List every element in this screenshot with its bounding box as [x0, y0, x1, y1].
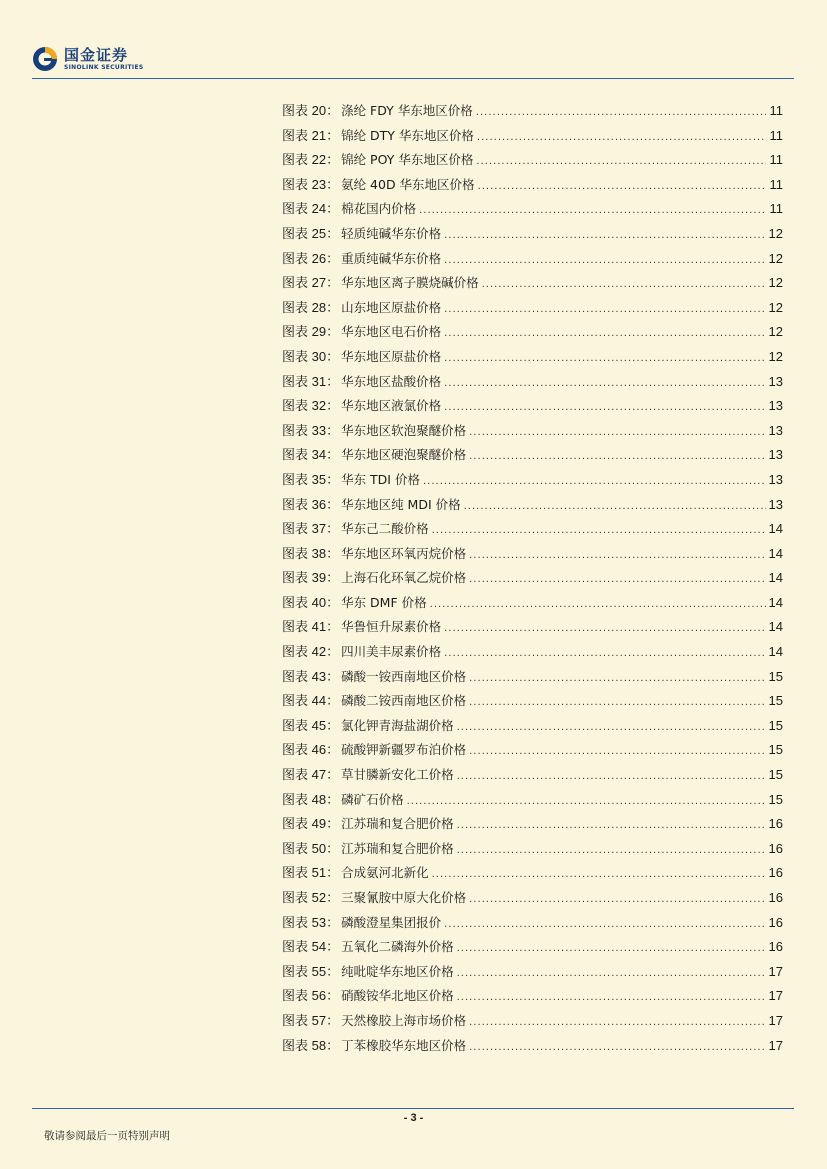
table-of-figures	[282, 99, 783, 1058]
toc-entry[interactable]	[282, 173, 783, 198]
toc-entry-page: 12	[768, 299, 783, 315]
toc-entry[interactable]	[282, 738, 783, 763]
toc-entry[interactable]	[282, 394, 783, 419]
toc-entry-label: 图表 43：	[282, 668, 340, 684]
toc-leader-dots	[476, 101, 766, 126]
toc-entry-page: 16	[768, 840, 783, 856]
toc-entry[interactable]	[282, 468, 783, 493]
toc-leader-dots	[444, 298, 765, 323]
toc-leader-dots	[457, 765, 766, 790]
toc-leader-dots	[477, 126, 766, 151]
toc-entry-title: 华东地区环氧丙烷价格	[341, 545, 467, 561]
toc-entry[interactable]	[282, 935, 783, 960]
toc-leader-dots	[444, 224, 765, 249]
toc-leader-dots	[430, 593, 766, 618]
toc-entry-page: 11	[769, 127, 783, 143]
toc-entry[interactable]	[282, 615, 783, 640]
toc-entry-title: 上海石化环氧乙烷价格	[341, 570, 467, 586]
sinolink-logo-icon	[32, 46, 58, 72]
toc-entry-page: 13	[768, 373, 783, 389]
toc-entry-title: 天然橡胶上海市场价格	[341, 1012, 467, 1028]
toc-entry[interactable]	[282, 247, 783, 272]
toc-entry[interactable]	[282, 443, 783, 468]
toc-entry-page: 15	[768, 767, 783, 783]
toc-entry-label: 图表 20：	[282, 103, 340, 118]
toc-entry[interactable]	[282, 763, 783, 788]
toc-entry-title: 硝酸铵华北地区价格	[341, 988, 454, 1004]
toc-entry-label: 图表 25：	[282, 225, 340, 241]
toc-entry-page: 13	[768, 422, 783, 438]
toc-leader-dots	[469, 1036, 765, 1061]
toc-entry-page: 16	[768, 939, 783, 955]
toc-entry-page: 12	[768, 225, 783, 241]
toc-leader-dots	[469, 691, 765, 716]
toc-entry-page: 17	[768, 988, 783, 1004]
footer-disclaimer: 敬请参阅最后一页特别声明	[44, 1130, 170, 1142]
toc-entry-label: 图表 29：	[282, 324, 340, 340]
company-logo	[32, 46, 143, 72]
toc-entry-label: 图表 31：	[282, 373, 340, 389]
toc-entry-page: 15	[768, 791, 783, 807]
toc-entry[interactable]	[282, 517, 783, 542]
toc-entry[interactable]	[282, 345, 783, 370]
toc-entry[interactable]	[282, 911, 783, 936]
toc-entry-title: 氯化钾青海盐湖价格	[341, 717, 454, 733]
toc-leader-dots	[444, 913, 765, 938]
toc-leader-dots	[444, 372, 765, 397]
toc-leader-dots	[482, 273, 766, 298]
toc-entry-title: 江苏瑞和复合肥价格	[341, 840, 454, 856]
toc-entry-page: 15	[768, 717, 783, 733]
toc-entry-page: 11	[769, 176, 783, 192]
toc-entry-page: 15	[768, 668, 783, 684]
toc-entry-label: 图表 47：	[282, 767, 340, 783]
toc-entry-page: 14	[768, 619, 783, 635]
logo-chinese-name: 国金证券	[64, 45, 129, 64]
toc-entry-label: 图表 30：	[282, 348, 340, 364]
toc-entry[interactable]	[282, 861, 783, 886]
toc-entry-page: 15	[768, 742, 783, 758]
toc-entry[interactable]	[282, 812, 783, 837]
toc-entry-label: 图表 39：	[282, 570, 340, 586]
toc-entry-title: 华东地区离子膜烧碱价格	[341, 275, 479, 291]
toc-entry-title: 江苏瑞和复合肥价格	[341, 816, 454, 832]
toc-leader-dots	[457, 962, 766, 987]
toc-entry-label: 图表 42：	[282, 644, 340, 660]
toc-entry-title: 三聚氰胺中原大化价格	[341, 890, 467, 905]
toc-entry-title: 氨纶 40D 华东地区价格	[341, 176, 475, 192]
toc-entry-page: 11	[769, 152, 783, 168]
toc-entry-page: 16	[768, 890, 783, 905]
toc-leader-dots	[469, 667, 765, 692]
header-divider	[32, 78, 794, 79]
toc-entry-title: 华东地区电石价格	[341, 324, 442, 340]
toc-entry-label: 图表 22：	[282, 152, 340, 168]
toc-entry-title: 华东地区原盐价格	[341, 348, 442, 364]
toc-entry[interactable]	[282, 689, 783, 714]
toc-entry-title: 涤纶 FDY 华东地区价格	[341, 103, 473, 118]
toc-entry-page: 13	[768, 471, 783, 487]
toc-entry-label: 图表 44：	[282, 693, 340, 709]
toc-entry-page: 17	[768, 1037, 783, 1053]
toc-entry-title: 华东地区软泡聚醚价格	[341, 422, 467, 438]
toc-entry-title: 纯吡啶华东地区价格	[341, 963, 454, 979]
toc-entry-label: 图表 51：	[282, 865, 340, 881]
toc-leader-dots	[444, 249, 765, 274]
toc-entry-label: 图表 27：	[282, 275, 340, 291]
toc-entry-title: 华东地区盐酸价格	[341, 373, 442, 389]
toc-entry-label: 图表 55：	[282, 963, 340, 979]
toc-entry-page: 16	[768, 914, 783, 930]
toc-leader-dots	[423, 470, 766, 495]
toc-entry-label: 图表 35：	[282, 471, 340, 487]
toc-leader-dots	[457, 937, 766, 962]
toc-leader-dots	[457, 839, 766, 864]
toc-entry-title: 合成氨河北新化	[341, 865, 429, 881]
toc-entry-label: 图表 48：	[282, 791, 340, 807]
toc-leader-dots	[478, 175, 766, 200]
toc-entry[interactable]	[282, 419, 783, 444]
toc-entry-label: 图表 45：	[282, 717, 340, 733]
toc-leader-dots	[457, 986, 766, 1011]
toc-entry-page: 12	[768, 250, 783, 266]
toc-entry-title: 山东地区原盐价格	[341, 299, 442, 315]
toc-entry-label: 图表 54：	[282, 939, 340, 955]
toc-leader-dots	[419, 199, 766, 224]
toc-entry[interactable]	[282, 197, 783, 222]
toc-entry[interactable]	[282, 320, 783, 345]
toc-entry-label: 图表 40：	[282, 594, 340, 610]
toc-entry-page: 11	[769, 103, 783, 118]
toc-entry-title: 华东地区硬泡聚醚价格	[341, 447, 467, 463]
logo-english-name: SINOLINK SECURITIES	[64, 63, 144, 71]
toc-leader-dots	[444, 617, 765, 642]
toc-entry-page: 12	[768, 275, 783, 291]
toc-leader-dots	[444, 396, 765, 421]
toc-entry[interactable]	[282, 493, 783, 518]
toc-entry-title: 丁苯橡胶华东地区价格	[341, 1037, 467, 1053]
toc-entry-page: 17	[768, 1012, 783, 1028]
toc-entry-title: 棉花国内价格	[341, 201, 417, 217]
toc-entry-label: 图表 34：	[282, 447, 340, 463]
page-header	[0, 0, 827, 82]
toc-entry-title: 五氧化二磷海外价格	[341, 939, 454, 955]
toc-entry[interactable]	[282, 714, 783, 739]
toc-entry[interactable]	[282, 1034, 783, 1059]
toc-entry-title: 草甘膦新安化工价格	[341, 767, 454, 783]
toc-entry-label: 图表 33：	[282, 422, 340, 438]
toc-entry-page: 13	[768, 496, 783, 512]
toc-entry[interactable]	[282, 1009, 783, 1034]
toc-leader-dots	[469, 740, 765, 765]
toc-entry-title: 华东 TDI 价格	[341, 471, 420, 487]
toc-entry-title: 锦纶 POY 华东地区价格	[341, 152, 474, 168]
toc-entry[interactable]	[282, 370, 783, 395]
toc-entry[interactable]	[282, 148, 783, 173]
toc-entry-page: 12	[768, 324, 783, 340]
toc-entry-page: 12	[768, 348, 783, 364]
toc-entry-label: 图表 32：	[282, 398, 340, 414]
toc-entry-page: 15	[768, 693, 783, 709]
toc-leader-dots	[469, 544, 765, 569]
toc-entry[interactable]	[282, 984, 783, 1009]
toc-entry-label: 图表 46：	[282, 742, 340, 758]
toc-leader-dots	[457, 716, 766, 741]
toc-entry-page: 11	[769, 201, 783, 217]
toc-entry-label: 图表 38：	[282, 545, 340, 561]
toc-entry-label: 图表 37：	[282, 521, 340, 537]
toc-entry-page: 14	[768, 644, 783, 660]
toc-leader-dots	[469, 568, 765, 593]
toc-entry-page: 13	[768, 447, 783, 463]
toc-entry[interactable]	[282, 271, 783, 296]
toc-entry-label: 图表 49：	[282, 816, 340, 832]
toc-leader-dots	[444, 642, 765, 667]
toc-entry-label: 图表 58：	[282, 1037, 340, 1053]
toc-leader-dots	[464, 495, 766, 520]
toc-leader-dots	[457, 814, 766, 839]
toc-leader-dots	[469, 445, 765, 470]
page-number: - 3 -	[403, 1112, 424, 1124]
toc-leader-dots	[432, 519, 766, 544]
toc-entry-title: 华东地区纯 MDI 价格	[341, 496, 461, 512]
toc-leader-dots	[444, 322, 765, 347]
toc-entry-title: 华鲁恒升尿素价格	[341, 619, 442, 635]
toc-leader-dots	[469, 421, 765, 446]
toc-entry-title: 四川美丰尿素价格	[341, 644, 442, 660]
toc-entry-title: 轻质纯碱华东价格	[341, 225, 442, 241]
toc-leader-dots	[476, 150, 766, 175]
toc-entry[interactable]	[282, 788, 783, 813]
toc-entry-title: 磷酸澄星集团报价	[341, 914, 442, 930]
toc-entry-label: 图表 57：	[282, 1012, 340, 1028]
toc-entry[interactable]	[282, 960, 783, 985]
toc-entry-title: 硫酸钾新疆罗布泊价格	[341, 742, 467, 758]
toc-entry[interactable]	[282, 542, 783, 567]
toc-entry-label: 图表 50：	[282, 840, 340, 856]
toc-entry-title: 华东己二酸价格	[341, 521, 429, 537]
toc-entry-title: 磷酸二铵西南地区价格	[341, 693, 467, 709]
toc-entry-label: 图表 28：	[282, 299, 340, 315]
toc-entry[interactable]	[282, 886, 783, 911]
toc-entry-label: 图表 52：	[282, 890, 340, 905]
toc-entry-page: 14	[768, 521, 783, 537]
toc-entry-page: 16	[768, 865, 783, 881]
toc-entry-label: 图表 53：	[282, 914, 340, 930]
toc-leader-dots	[432, 863, 766, 888]
toc-entry-page: 16	[768, 816, 783, 832]
footer-divider	[32, 1108, 794, 1109]
toc-entry-title: 锦纶 DTY 华东地区价格	[341, 127, 474, 143]
toc-entry-label: 图表 21：	[282, 127, 340, 143]
toc-entry-title: 华东地区液氯价格	[341, 398, 442, 414]
toc-entry[interactable]	[282, 591, 783, 616]
toc-entry-label: 图表 36：	[282, 496, 340, 512]
toc-entry-page: 17	[768, 963, 783, 979]
toc-entry-title: 重质纯碱华东价格	[341, 250, 442, 266]
toc-entry-page: 14	[768, 594, 783, 610]
toc-entry[interactable]	[282, 566, 783, 591]
toc-entry-label: 图表 24：	[282, 201, 340, 217]
toc-entry-title: 磷矿石价格	[341, 791, 404, 807]
toc-entry[interactable]	[282, 665, 783, 690]
toc-entry[interactable]	[282, 222, 783, 247]
toc-entry[interactable]	[282, 296, 783, 321]
toc-entry[interactable]	[282, 837, 783, 862]
toc-leader-dots	[407, 790, 766, 815]
toc-leader-dots	[469, 888, 765, 913]
toc-entry-page: 14	[768, 570, 783, 586]
toc-entry-title: 磷酸一铵西南地区价格	[341, 668, 467, 684]
toc-entry-page: 13	[768, 398, 783, 414]
toc-entry[interactable]	[282, 640, 783, 665]
toc-entry[interactable]	[282, 99, 783, 124]
toc-entry-label: 图表 56：	[282, 988, 340, 1004]
toc-entry-label: 图表 26：	[282, 250, 340, 266]
toc-entry-title: 华东 DMF 价格	[341, 594, 427, 610]
toc-leader-dots	[469, 1011, 765, 1036]
toc-leader-dots	[444, 347, 765, 372]
toc-entry-label: 图表 41：	[282, 619, 340, 635]
toc-entry-page: 14	[768, 545, 783, 561]
toc-entry-label: 图表 23：	[282, 176, 340, 192]
toc-entry[interactable]	[282, 124, 783, 149]
